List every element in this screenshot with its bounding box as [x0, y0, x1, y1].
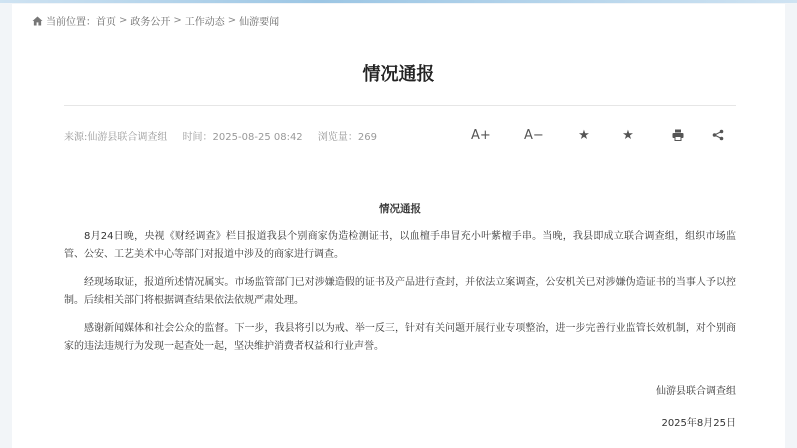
- top-accent-bar: [0, 0, 797, 3]
- breadcrumb-link-gov-affairs[interactable]: 政务公开: [130, 17, 171, 28]
- star-icon[interactable]: ★: [578, 127, 590, 143]
- article-date: 2025年8月25日: [661, 418, 736, 429]
- article-paragraph: 感谢新闻媒体和社会公众的监督。下一步，我县将引以为戒、举一反三，针对有关问题开展行业专项整治，进一步完善行业监管长效机制，对个别商家的违法违规行为发现一起查处一起，坚决维护消费者权益和行业声誉。: [64, 323, 736, 352]
- font-larger-icon[interactable]: A+: [471, 127, 491, 143]
- breadcrumb-separator: >: [173, 15, 182, 26]
- breadcrumb-link-home[interactable]: 首页: [96, 17, 116, 28]
- breadcrumb-link-work-news[interactable]: 工作动态: [184, 17, 225, 28]
- breadcrumb-separator: >: [227, 15, 237, 26]
- share-icon-glyph: [712, 129, 724, 141]
- breadcrumb-link-xianyou-news[interactable]: 仙游要闻: [239, 17, 280, 28]
- article-body-title: 情况通报: [379, 203, 421, 215]
- content-page: [12, 4, 785, 448]
- print-icon-glyph: [672, 129, 684, 141]
- article-source: 来源:仙游县联合调查组: [64, 132, 168, 143]
- share-icon[interactable]: [710, 125, 726, 145]
- article-views: 浏览量：269: [317, 132, 377, 143]
- star-icon[interactable]: ★: [622, 127, 634, 143]
- home-icon: [32, 16, 43, 26]
- page-title: 情况通报: [362, 64, 435, 85]
- article-toolbar: [12, 125, 785, 145]
- breadcrumb-separator: >: [119, 15, 128, 26]
- breadcrumb-prefix: 当前位置：: [46, 17, 96, 28]
- breadcrumb: [32, 13, 279, 28]
- print-icon[interactable]: [670, 125, 686, 145]
- article-paragraph: 经现场取证，报道所述情况属实。市场监管部门已对涉嫌造假的证书及产品进行查封，并依法立案调查，公安机关已对涉嫌伪造证书的当事人予以控制。后续相关部门将根据调查结果依法依规严肃处理。: [64, 277, 736, 306]
- font-smaller-icon[interactable]: A−: [524, 127, 544, 143]
- article-time: 时间：2025-08-25 08:42: [182, 132, 303, 143]
- article-paragraph: 8月24日晚，央视《财经调查》栏目报道我县个别商家伪造检测证书，以血檀手串冒充小叶紫檀手串。当晚，我县即成立联合调查组，组织市场监管、公安、工艺美术中心等部门对报道中涉及的商家进行调查。: [64, 231, 736, 260]
- title-divider: [64, 105, 736, 106]
- article-signature: 仙游县联合调查组: [656, 386, 736, 397]
- article-body: [64, 200, 736, 366]
